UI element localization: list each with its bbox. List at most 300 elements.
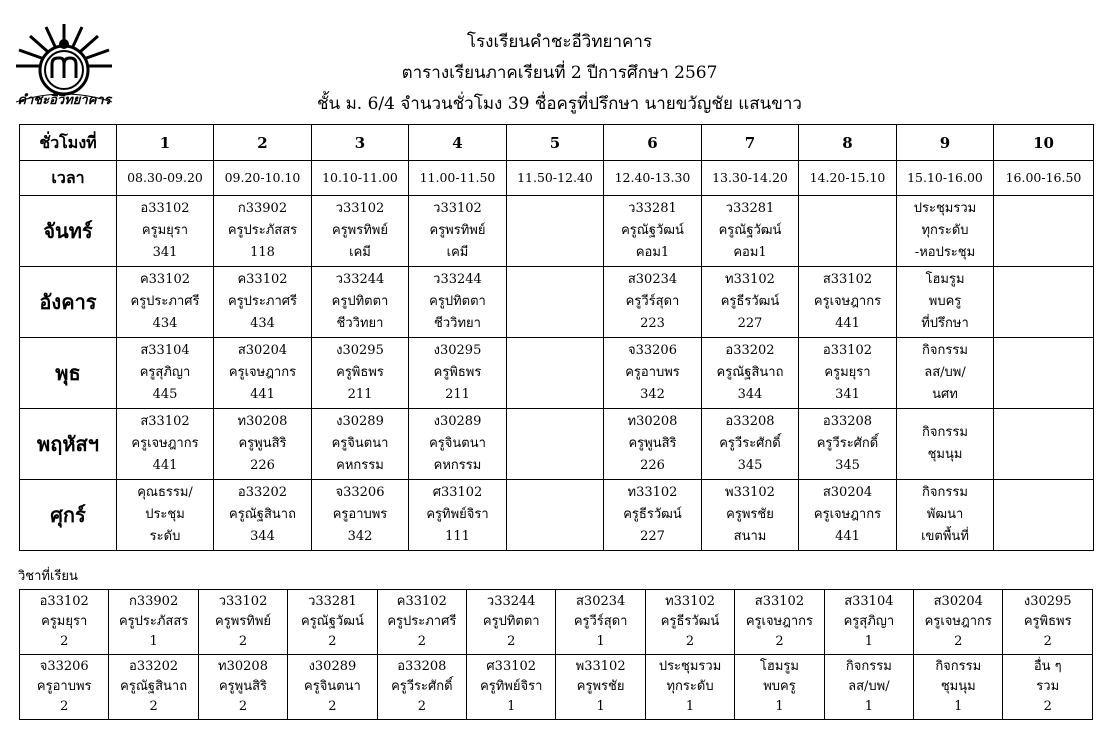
cell-line: ส33102 (822, 272, 873, 287)
cell-line: ครูพรทิพย์ (332, 223, 388, 238)
cell-line: 118 (250, 245, 275, 260)
cell-line: ว33281 (308, 594, 357, 609)
cell-line: 441 (835, 316, 860, 331)
cell-line: ว33244 (433, 272, 482, 287)
schedule-cell (507, 196, 604, 267)
cell-line: ว33102 (433, 201, 482, 216)
schedule-cell (897, 267, 994, 338)
cell-line: ครูณัฐวัฒน์ (718, 223, 782, 238)
cell-line: 1 (596, 634, 605, 649)
cell-line: ครูอาบพร (36, 679, 92, 694)
period-header: ชั่วโมงที่ (20, 125, 117, 161)
cell-line: ที่ปรึกษา (921, 316, 969, 331)
cell-line: 341 (152, 245, 178, 260)
cell-line: 2 (1043, 699, 1052, 714)
schedule-cell (897, 480, 994, 551)
cell-line: ส33102 (754, 594, 805, 609)
schedule-cell (799, 267, 897, 338)
period-number: 8 (799, 125, 897, 161)
time-header: เวลา (20, 161, 117, 196)
cell-line: ครูพูนสิริ (628, 436, 677, 451)
subject-cell (109, 655, 198, 720)
cell-line: ครูจินตนา (304, 679, 361, 694)
schedule-cell (409, 267, 507, 338)
cell-line: ครูเจษฎากร (924, 614, 992, 629)
cell-line: ครูวีระศักดิ์ (719, 436, 781, 451)
cell-line: ครูอาบพร (625, 365, 680, 380)
cell-line: ส30204 (237, 343, 288, 358)
cell-line: 227 (640, 529, 665, 544)
schedule-cell (994, 196, 1094, 267)
cell-line: 2 (149, 699, 158, 714)
cell-line: 223 (640, 316, 665, 331)
cell-line: ส33102 (140, 414, 190, 429)
timetable (19, 124, 1094, 551)
cell-line: จ33206 (628, 343, 677, 358)
day-row (20, 267, 1094, 338)
cell-line: ครูประภัสสร (118, 614, 189, 629)
cell-line: 227 (737, 316, 763, 331)
cell-line: ครูประภาศรี (387, 614, 457, 629)
time-slot: 14.20-15.10 (799, 161, 897, 196)
timetable-title: ตารางเรียนภาคเรียนที่ 2 ปีการศึกษา 2567 (401, 63, 718, 83)
subject-cell (824, 590, 913, 655)
cell-line: 344 (250, 529, 275, 544)
subject-cell (556, 655, 645, 720)
schedule-cell (312, 338, 409, 409)
time-slot: 11.50-12.40 (507, 161, 604, 196)
cell-line: ท30208 (627, 414, 678, 429)
cell-line: ง30295 (1023, 594, 1072, 609)
cell-line: กิจกรรม (922, 485, 968, 500)
cell-line: 434 (152, 316, 178, 331)
cell-line: รวม (1036, 679, 1060, 694)
cell-line: ครูเจษฎากร (813, 507, 882, 522)
cell-line: ส30204 (822, 485, 873, 500)
cell-line: ครูมยุรา (824, 365, 871, 380)
cell-line: ระดับ (149, 529, 181, 544)
period-number: 4 (409, 125, 507, 161)
schedule-cell (994, 409, 1094, 480)
cell-line: ง30289 (336, 414, 384, 429)
cell-line: 2 (775, 634, 784, 649)
cell-line: จ33206 (335, 485, 385, 500)
cell-line: พัฒนา (926, 507, 964, 522)
schedule-cell (214, 267, 312, 338)
cell-line: ว33281 (628, 201, 677, 216)
schedule-cell (312, 267, 409, 338)
cell-line: 1 (775, 699, 784, 714)
cell-line: อื่น ๆ (1033, 659, 1062, 674)
cell-line: นศท (932, 387, 958, 402)
schedule-cell (604, 338, 702, 409)
cell-line: ท33102 (627, 485, 678, 500)
cell-line: 226 (640, 458, 665, 473)
cell-line: 2 (238, 699, 248, 714)
cell-line: อ33208 (725, 414, 775, 429)
cell-line: ครูสุภิญา (139, 365, 191, 380)
cell-line: ส33104 (140, 343, 190, 358)
cell-line: ก33902 (128, 594, 179, 609)
cell-line: ครูจินตนา (429, 436, 486, 451)
subject-cell (1003, 590, 1093, 655)
cell-line: ท30208 (237, 414, 288, 429)
cell-line: 211 (445, 387, 470, 402)
schedule-cell (507, 267, 604, 338)
cell-line: 345 (737, 458, 763, 473)
school-name: โรงเรียนคำชะอีวิทยาคาร (466, 32, 653, 52)
cell-line: 2 (60, 699, 69, 714)
cell-line: ครูณัฐสินาถ (229, 507, 296, 522)
cell-line: 434 (250, 316, 275, 331)
cell-line: พ33102 (575, 659, 626, 674)
cell-line: ส30234 (627, 272, 678, 287)
schedule-cell (214, 480, 312, 551)
cell-line: ครูทิพย์จิรา (426, 507, 489, 522)
schedule-cell (994, 338, 1094, 409)
cell-line: ง30289 (308, 659, 357, 674)
cell-line: 341 (835, 387, 860, 402)
cell-line: ง30295 (433, 343, 482, 358)
cell-line: ครูประภัสสร (227, 223, 298, 238)
svg-text:คำชะอีวิทยาคาร: คำชะอีวิทยาคาร (17, 93, 111, 108)
subject-cell (467, 590, 556, 655)
cell-line: ชีววิทยา (434, 316, 481, 331)
schedule-cell (799, 409, 897, 480)
period-number: 10 (994, 125, 1094, 161)
cell-line: ครูพูนสิริ (238, 436, 287, 451)
time-slot: 10.10-11.00 (312, 161, 409, 196)
subject-cell (467, 655, 556, 720)
schedule-cell (117, 409, 214, 480)
cell-line: ครูปทิตตา (482, 614, 540, 629)
cell-line: 342 (640, 387, 665, 402)
cell-line: ชีววิทยา (336, 316, 384, 331)
cell-line: โฮมรูม (759, 659, 799, 674)
subject-cell (914, 655, 1003, 720)
cell-line: อ33208 (397, 659, 447, 674)
cell-line: ครูธีรวัฒน์ (623, 507, 682, 522)
cell-line: ครูพิธพร (433, 365, 482, 380)
cell-line: ครูพิธพร (336, 365, 384, 380)
cell-line: ว33244 (486, 594, 536, 609)
cell-line: 2 (417, 634, 426, 649)
subject-cell (735, 655, 824, 720)
cell-line: 2 (328, 634, 337, 649)
cell-line: คุณธรรม/ (137, 485, 193, 500)
schedule-cell (994, 480, 1094, 551)
schedule-cell (604, 409, 702, 480)
day-row (20, 409, 1094, 480)
cell-line: ครูปทิตตา (331, 294, 389, 309)
cell-line: ท30208 (218, 659, 268, 674)
cell-line: ประชุม (145, 507, 185, 522)
day-name: ศุกร์ (20, 480, 117, 551)
cell-line: เคมี (446, 245, 469, 260)
cell-line: โฮมรูม (925, 272, 965, 287)
cell-line: 2 (685, 634, 695, 649)
cell-line: อ33102 (39, 594, 89, 609)
cell-line: พ33102 (725, 485, 775, 500)
cell-line: 1 (864, 699, 873, 714)
cell-line: ครูณัฐวัฒน์ (621, 223, 684, 238)
schedule-cell (507, 409, 604, 480)
cell-line: ชุมนุม (940, 679, 976, 694)
schedule-cell (117, 338, 214, 409)
subject-cell (377, 655, 466, 720)
schedule-cell (214, 196, 312, 267)
subjects-caption: วิชาที่เรียน (18, 569, 78, 584)
cell-line: กิจกรรม (935, 659, 982, 674)
cell-line: ครูพรทิพย์ (215, 614, 272, 629)
cell-line: 1 (149, 634, 158, 649)
cell-line: คอม1 (635, 245, 670, 260)
period-number: 6 (604, 125, 702, 161)
cell-line: 1 (864, 634, 873, 649)
subject-cell (1003, 655, 1093, 720)
cell-line: 2 (507, 634, 516, 649)
cell-line: เขตพื้นที่ (921, 529, 969, 544)
cell-line: ครูณัฐสินาถ (716, 365, 784, 380)
cell-line: 226 (250, 458, 275, 473)
schedule-cell (507, 480, 604, 551)
schedule-cell (214, 409, 312, 480)
cell-line: คหกรรม (336, 458, 384, 473)
cell-line: ศ33102 (486, 659, 537, 674)
subject-cell (556, 590, 645, 655)
cell-line: 2 (417, 699, 426, 714)
cell-line: ครูจินตนา (331, 436, 389, 451)
subject-cell (645, 655, 734, 720)
time-slot: 15.10-16.00 (897, 161, 994, 196)
cell-line: ครูมยุรา (141, 223, 189, 238)
subject-row (20, 655, 1093, 720)
cell-line: ครูวีร์สุดา (573, 614, 628, 629)
schedule-cell (214, 338, 312, 409)
schedule-cell (117, 480, 214, 551)
cell-line: ท33102 (725, 272, 775, 287)
schedule-cell (117, 196, 214, 267)
cell-line: ส30204 (933, 594, 983, 609)
cell-line: 1 (507, 699, 516, 714)
cell-line: 345 (835, 458, 860, 473)
schedule-cell (994, 267, 1094, 338)
period-number: 5 (507, 125, 604, 161)
cell-line: ง30295 (336, 343, 384, 358)
day-name: จันทร์ (20, 196, 117, 267)
cell-line: ครูพรทิพย์ (429, 223, 486, 238)
cell-line: ลส/บพ/ (924, 365, 966, 380)
time-slot: 16.00-16.50 (994, 161, 1094, 196)
time-slot: 12.40-13.30 (604, 161, 702, 196)
cell-line: คหกรรม (433, 458, 482, 473)
day-name: อังคาร (20, 267, 117, 338)
cell-line: ครูปทิตตา (429, 294, 486, 309)
subject-cell (198, 655, 287, 720)
cell-line: 1 (954, 699, 963, 714)
period-number: 9 (897, 125, 994, 161)
cell-line: ครูเจษฎากร (813, 294, 882, 309)
subject-cell (377, 590, 466, 655)
cell-line: 1 (596, 699, 605, 714)
cell-line: ครูมยุรา (41, 614, 88, 629)
cell-line: 2 (328, 699, 337, 714)
schedule-cell (312, 409, 409, 480)
day-name: พุธ (20, 338, 117, 409)
cell-line: อ33102 (140, 201, 190, 216)
cell-line: ครูเจษฎากร (745, 614, 814, 629)
cell-line: ครูประภาศรี (228, 294, 297, 309)
cell-line: ครูพูนสิริ (218, 679, 268, 694)
cell-line: ทุกระดับ (921, 223, 969, 238)
time-row (20, 161, 1094, 196)
schedule-cell (702, 338, 799, 409)
schedule-cell (702, 196, 799, 267)
day-name: พฤหัสฯ (20, 409, 117, 480)
cell-line: ครูอาบพร (332, 507, 388, 522)
subject-cell (198, 590, 287, 655)
time-slot: 08.30-09.20 (117, 161, 214, 196)
cell-line: ทุกระดับ (666, 679, 714, 694)
cell-line: 344 (737, 387, 763, 402)
cell-line: ค33102 (237, 272, 288, 287)
schedule-cell (312, 480, 409, 551)
schedule-cell (409, 338, 507, 409)
day-row (20, 480, 1094, 551)
cell-line: ครูวีระศักดิ์ (391, 679, 453, 694)
cell-line: ประชุมรวม (913, 201, 977, 216)
period-row (20, 125, 1094, 161)
schedule-cell (702, 267, 799, 338)
cell-line: ครูวีร์สุดา (625, 294, 680, 309)
subject-row (20, 590, 1093, 655)
cell-line: เคมี (349, 245, 371, 260)
period-number: 3 (312, 125, 409, 161)
cell-line: ว33244 (335, 272, 385, 287)
cell-line: ครูธีรวัฒน์ (660, 614, 720, 629)
cell-line: ครูพรชัย (726, 507, 774, 522)
cell-line: ก33902 (237, 201, 288, 216)
cell-line: ครูประภาศรี (130, 294, 200, 309)
subject-cell (288, 655, 377, 720)
subject-cell (20, 590, 109, 655)
schedule-cell (604, 267, 702, 338)
cell-line: 2 (60, 634, 69, 649)
schedule-cell (604, 480, 702, 551)
cell-line: ว33102 (335, 201, 385, 216)
schedule-cell (897, 338, 994, 409)
cell-line: ว33102 (218, 594, 268, 609)
schedule-cell (604, 196, 702, 267)
schedule-cell (702, 409, 799, 480)
cell-line: 445 (152, 387, 178, 402)
subject-cell (914, 590, 1003, 655)
day-row (20, 196, 1094, 267)
cell-line: ท33102 (665, 594, 716, 609)
schedule-cell (799, 196, 897, 267)
cell-line: 1 (685, 699, 695, 714)
subject-cell (735, 590, 824, 655)
cell-line: กิจกรรม (922, 343, 968, 358)
cell-line: ครูสุภิญา (843, 614, 895, 629)
cell-line: ว33281 (725, 201, 775, 216)
subject-cell (109, 590, 198, 655)
schedule-cell (312, 196, 409, 267)
cell-line: 2 (954, 634, 963, 649)
cell-line: อ33102 (822, 343, 873, 358)
cell-line: ง30289 (433, 414, 482, 429)
cell-line: ศ33102 (432, 485, 483, 500)
cell-line: สนาม (733, 529, 767, 544)
cell-line: -หอประชุม (914, 245, 976, 260)
subject-cell (288, 590, 377, 655)
time-slot: 13.30-14.20 (702, 161, 799, 196)
subject-cell (20, 655, 109, 720)
cell-line: 2 (238, 634, 248, 649)
subject-cell (824, 655, 913, 720)
period-number: 1 (117, 125, 214, 161)
cell-line: ส33104 (844, 594, 894, 609)
class-info: ชั้น ม. 6/4 จำนวนชั่วโมง 39 ชื่อครูที่ปรึกษา นายขวัญชัย แสนขาว (317, 94, 802, 114)
schedule-cell (897, 409, 994, 480)
cell-line: อ33208 (822, 414, 873, 429)
cell-line: พบครู (928, 294, 962, 309)
cell-line: อ33202 (237, 485, 288, 500)
day-row (20, 338, 1094, 409)
cell-line: 441 (835, 529, 860, 544)
cell-line: ลส/บพ/ (848, 679, 890, 694)
cell-line: ค33102 (139, 272, 191, 287)
cell-line: ครูธีรวัฒน์ (720, 294, 780, 309)
cell-line: ครูพรชัย (576, 679, 625, 694)
cell-line: ครูณัฐวัฒน์ (301, 614, 364, 629)
cell-line: อ33202 (129, 659, 179, 674)
schedule-cell (897, 196, 994, 267)
schedule-cell (702, 480, 799, 551)
cell-line: ครูเจษฎากร (131, 436, 199, 451)
schedule-cell (409, 409, 507, 480)
cell-line: 342 (347, 529, 373, 544)
schedule-cell (409, 480, 507, 551)
cell-line: คอม1 (733, 245, 767, 260)
cell-line: ครูพิธพร (1023, 614, 1072, 629)
time-slot: 11.00-11.50 (409, 161, 507, 196)
cell-line: กิจกรรม (845, 659, 892, 674)
cell-line: 441 (250, 387, 275, 402)
schedule-cell (117, 267, 214, 338)
schedule-cell (799, 338, 897, 409)
schedule-cell (409, 196, 507, 267)
cell-line: อ33202 (725, 343, 775, 358)
cell-line: ครูณัฐสินาถ (120, 679, 188, 694)
cell-line: 211 (347, 387, 373, 402)
cell-line: ส30234 (575, 594, 626, 609)
subjects-table (19, 589, 1093, 720)
cell-line: 111 (445, 529, 470, 544)
cell-line: ค33102 (396, 594, 447, 609)
schedule-cell (799, 480, 897, 551)
cell-line: ครูทิพย์จิรา (480, 679, 543, 694)
subject-cell (645, 590, 734, 655)
period-number: 7 (702, 125, 799, 161)
cell-line: จ33206 (39, 659, 89, 674)
cell-line: ประชุมรวม (658, 659, 722, 674)
period-number: 2 (214, 125, 312, 161)
cell-line: พบครู (763, 679, 796, 694)
cell-line: 2 (1043, 634, 1052, 649)
cell-line: ชุมนุม (927, 447, 963, 462)
schedule-cell (507, 338, 604, 409)
